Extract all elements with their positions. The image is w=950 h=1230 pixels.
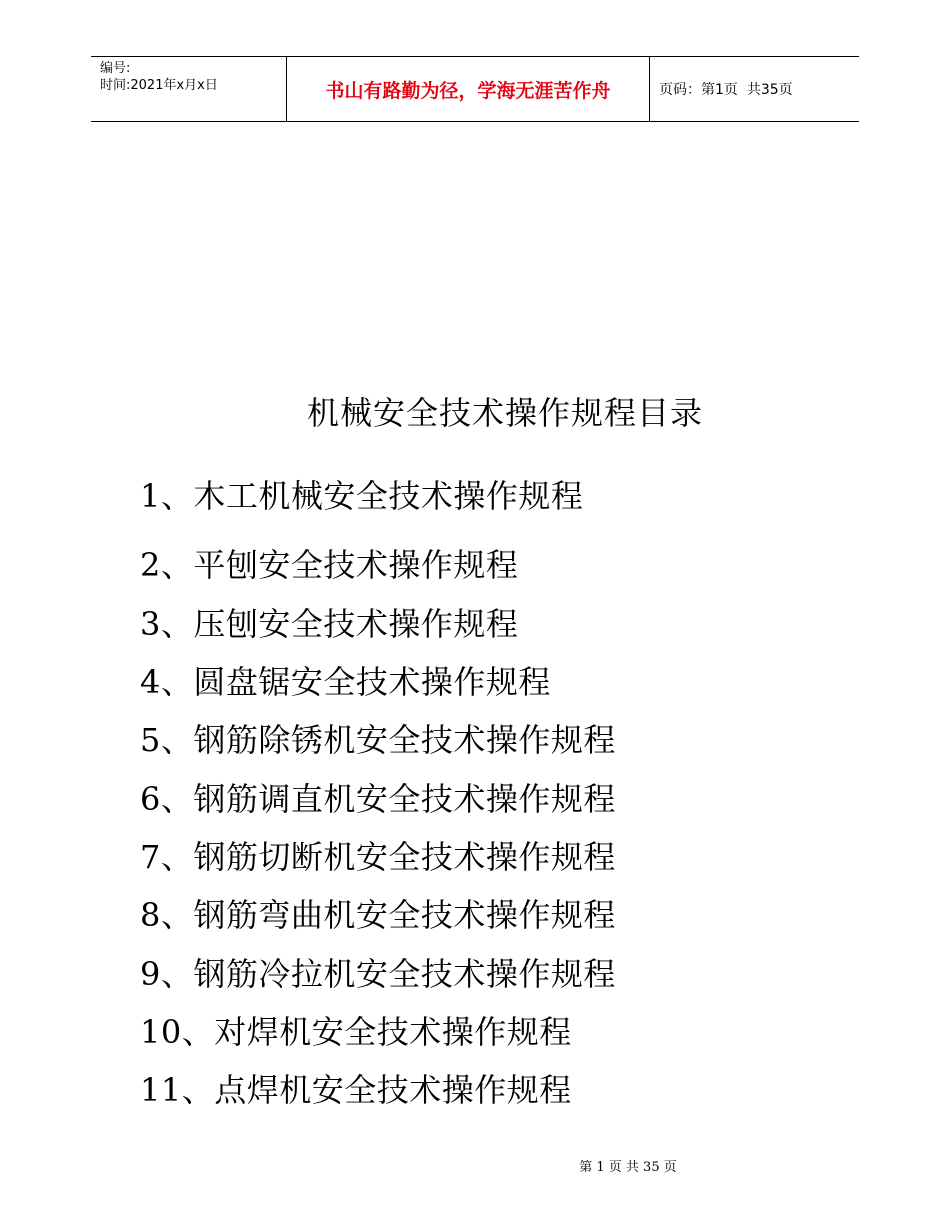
toc-item: 5、钢筋除锈机安全技术操作规程 [140,721,616,759]
page-header [91,56,859,122]
page-info-current: 第1页 [701,82,738,98]
header-meta [91,57,287,121]
header-motto: 书山有路勤为径，学海无涯苦作舟 [287,57,650,121]
toc-item: 9、钢筋冷拉机安全技术操作规程 [140,955,616,993]
toc-item: 3、压刨安全技术操作规程 [140,605,519,643]
page-footer: 第 1 页 共 35 页 [579,1160,677,1175]
document-title: 机械安全技术操作规程目录 [306,394,703,432]
header-page-info [650,57,859,121]
toc-item: 2、平刨安全技术操作规程 [140,546,519,584]
toc-item: 4、圆盘锯安全技术操作规程 [140,663,551,701]
toc-item: 7、钢筋切断机安全技术操作规程 [140,838,616,876]
toc-item: 10、对焊机安全技术操作规程 [140,1013,572,1051]
toc-item: 11、点焊机安全技术操作规程 [140,1071,572,1109]
page-info-prefix: 页码： [659,82,701,98]
toc-item: 8、钢筋弯曲机安全技术操作规程 [140,896,616,934]
toc-item: 6、钢筋调直机安全技术操作规程 [140,780,616,818]
document-number-label: 编号: [100,61,131,76]
toc-item: 1、木工机械安全技术操作规程 [140,477,584,515]
page-info-total: 共35页 [746,82,793,98]
document-time-label: 时间:2021年x月x日 [100,78,218,93]
